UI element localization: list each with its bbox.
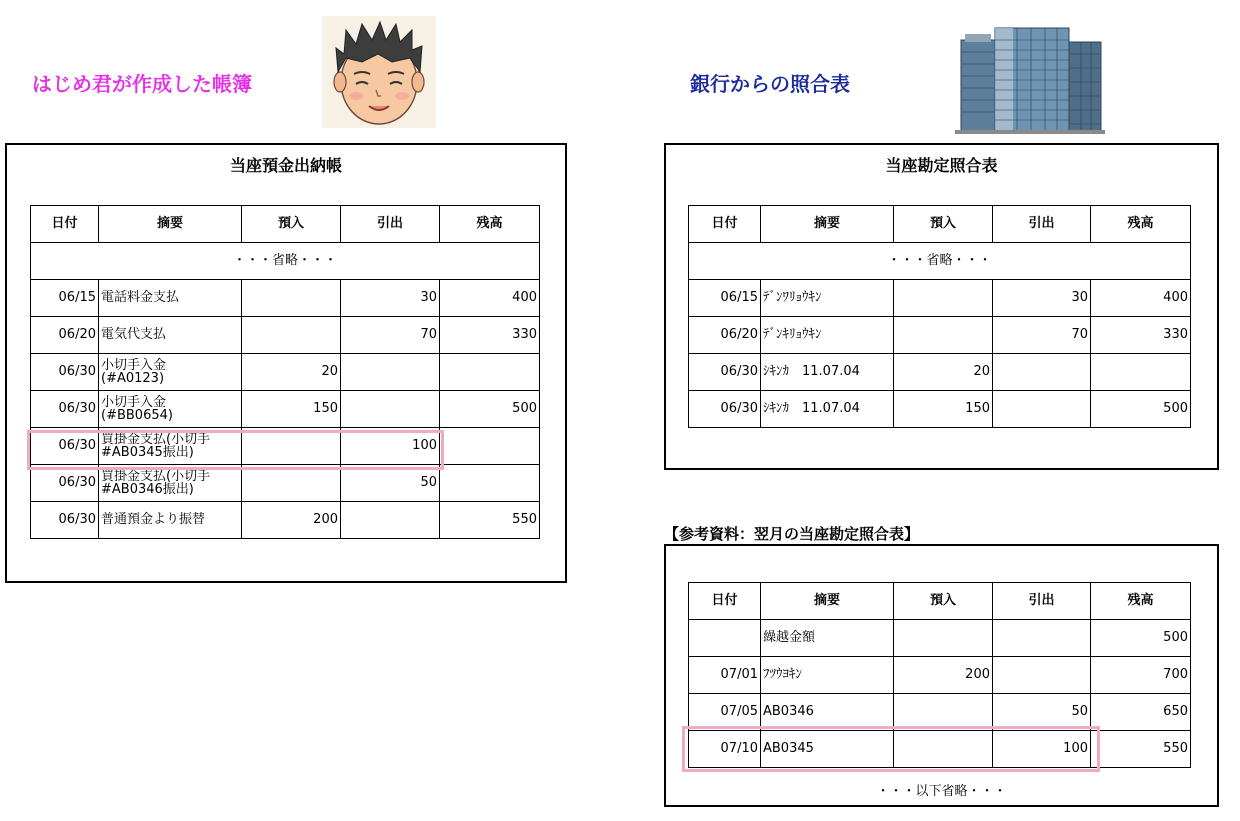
row-date: 06/30 xyxy=(31,465,99,502)
table-row xyxy=(689,317,1191,354)
row-balance: 650 xyxy=(1091,694,1191,731)
row-description: 繰越金額 xyxy=(761,620,894,657)
header-date: 日付 xyxy=(689,583,761,620)
header-deposit: 預入 xyxy=(894,583,993,620)
bank-statement-panel xyxy=(664,143,1219,470)
header-deposit: 預入 xyxy=(242,206,341,243)
row-date: 07/05 xyxy=(689,694,761,731)
office-buildings-icon xyxy=(955,24,1105,134)
left-heading: はじめ君が作成した帳簿 xyxy=(32,72,252,96)
table-row xyxy=(689,657,1191,694)
row-withdrawal: 100 xyxy=(341,428,440,465)
row-balance: 550 xyxy=(440,502,540,539)
ledger-table xyxy=(30,205,540,539)
row-balance: 400 xyxy=(440,280,540,317)
row-withdrawal: 30 xyxy=(993,280,1091,317)
row-balance: 330 xyxy=(1091,317,1191,354)
omitted-row xyxy=(689,243,1191,280)
row-deposit: 20 xyxy=(894,354,993,391)
row-deposit: 200 xyxy=(242,502,341,539)
omitted-row xyxy=(31,243,540,280)
table-row xyxy=(31,502,540,539)
row-date: 06/15 xyxy=(689,280,761,317)
row-deposit xyxy=(894,280,993,317)
header-withdrawal: 引出 xyxy=(993,583,1091,620)
row-date: 06/20 xyxy=(689,317,761,354)
reference-footer-note: ・・・以下省略・・・ xyxy=(876,784,1007,799)
row-description: AB0346 xyxy=(761,694,894,731)
header-date: 日付 xyxy=(31,206,99,243)
header-description: 摘要 xyxy=(761,206,894,243)
row-balance: 330 xyxy=(440,317,540,354)
row-balance: 400 xyxy=(1091,280,1191,317)
row-withdrawal xyxy=(341,354,440,391)
row-deposit: 20 xyxy=(242,354,341,391)
row-balance: 500 xyxy=(1091,391,1191,428)
omitted-note: ・・・省略・・・ xyxy=(689,243,1191,280)
row-date: 06/20 xyxy=(31,317,99,354)
row-balance: 500 xyxy=(440,391,540,428)
row-balance: 550 xyxy=(1091,731,1191,768)
row-balance: 500 xyxy=(1091,620,1191,657)
row-description: ﾃﾞﾝｷﾘｮｳｷﾝ xyxy=(761,317,894,354)
row-deposit xyxy=(242,280,341,317)
row-withdrawal xyxy=(993,657,1091,694)
row-balance xyxy=(440,465,540,502)
table-row xyxy=(31,391,540,428)
row-description: 普通預金より振替 xyxy=(99,502,242,539)
header-description: 摘要 xyxy=(761,583,894,620)
row-withdrawal xyxy=(993,391,1091,428)
table-row xyxy=(689,354,1191,391)
table-header-row xyxy=(689,206,1191,243)
row-date: 07/10 xyxy=(689,731,761,768)
row-withdrawal xyxy=(993,354,1091,391)
table-row xyxy=(31,280,540,317)
row-deposit xyxy=(242,465,341,502)
row-withdrawal: 50 xyxy=(993,694,1091,731)
table-header-row xyxy=(31,206,540,243)
header-withdrawal: 引出 xyxy=(993,206,1091,243)
omitted-note: ・・・省略・・・ xyxy=(31,243,540,280)
row-date: 06/30 xyxy=(689,391,761,428)
row-withdrawal: 30 xyxy=(341,280,440,317)
row-withdrawal: 50 xyxy=(341,465,440,502)
header-balance: 残高 xyxy=(1091,583,1191,620)
row-description: 小切手入金 (#BB0654) xyxy=(99,391,242,428)
row-description: 小切手入金 (#A0123) xyxy=(99,354,242,391)
table-row xyxy=(689,694,1191,731)
row-withdrawal: 70 xyxy=(341,317,440,354)
row-date xyxy=(689,620,761,657)
bank-statement-table xyxy=(688,205,1191,428)
header-description: 摘要 xyxy=(99,206,242,243)
reference-heading: 【参考資料：翌月の当座勘定照合表】 xyxy=(664,525,920,543)
table-row xyxy=(31,465,540,502)
table-row xyxy=(689,391,1191,428)
table-row xyxy=(689,280,1191,317)
ledger-panel xyxy=(5,143,567,583)
header-deposit: 預入 xyxy=(894,206,993,243)
bank-statement-title: 当座勘定照合表 xyxy=(885,156,998,175)
row-withdrawal: 100 xyxy=(993,731,1091,768)
row-withdrawal xyxy=(341,391,440,428)
row-deposit xyxy=(894,694,993,731)
row-date: 06/30 xyxy=(31,502,99,539)
row-deposit: 150 xyxy=(242,391,341,428)
table-row xyxy=(31,317,540,354)
header-withdrawal: 引出 xyxy=(341,206,440,243)
row-deposit xyxy=(242,317,341,354)
smiling-boy-illustration-icon xyxy=(322,16,436,128)
row-date: 07/01 xyxy=(689,657,761,694)
row-date: 06/30 xyxy=(31,428,99,465)
table-row xyxy=(689,620,1191,657)
row-description: 電気代支払 xyxy=(99,317,242,354)
row-deposit: 150 xyxy=(894,391,993,428)
row-deposit xyxy=(894,317,993,354)
row-description: ｼｷﾝｶ 11.07.04 xyxy=(761,391,894,428)
header-date: 日付 xyxy=(689,206,761,243)
ledger-title: 当座預金出納帳 xyxy=(229,156,342,175)
row-balance xyxy=(440,428,540,465)
row-withdrawal xyxy=(341,502,440,539)
row-deposit xyxy=(894,620,993,657)
table-header-row xyxy=(689,583,1191,620)
row-description: AB0345 xyxy=(761,731,894,768)
row-description: ﾃﾞﾝﾜﾘｮｳｷﾝ xyxy=(761,280,894,317)
highlight-box-ab0345-ledger xyxy=(27,430,444,470)
row-withdrawal: 70 xyxy=(993,317,1091,354)
table-row xyxy=(31,354,540,391)
right-heading: 銀行からの照合表 xyxy=(690,72,850,96)
row-description: ﾌﾂｳﾖｷﾝ xyxy=(761,657,894,694)
header-balance: 残高 xyxy=(1091,206,1191,243)
row-date: 06/30 xyxy=(689,354,761,391)
row-date: 06/15 xyxy=(31,280,99,317)
row-description: 買掛金支払(小切手 #AB0345振出) xyxy=(99,428,242,465)
row-description: ｼｷﾝｶ 11.07.04 xyxy=(761,354,894,391)
row-deposit: 200 xyxy=(894,657,993,694)
row-description: 買掛金支払(小切手 #AB0346振出) xyxy=(99,465,242,502)
row-balance: 700 xyxy=(1091,657,1191,694)
highlight-box-ab0345-reference xyxy=(682,726,1100,772)
row-balance xyxy=(440,354,540,391)
header-balance: 残高 xyxy=(440,206,540,243)
row-withdrawal xyxy=(993,620,1091,657)
row-date: 06/30 xyxy=(31,354,99,391)
row-date: 06/30 xyxy=(31,391,99,428)
row-balance xyxy=(1091,354,1191,391)
row-description: 電話料金支払 xyxy=(99,280,242,317)
